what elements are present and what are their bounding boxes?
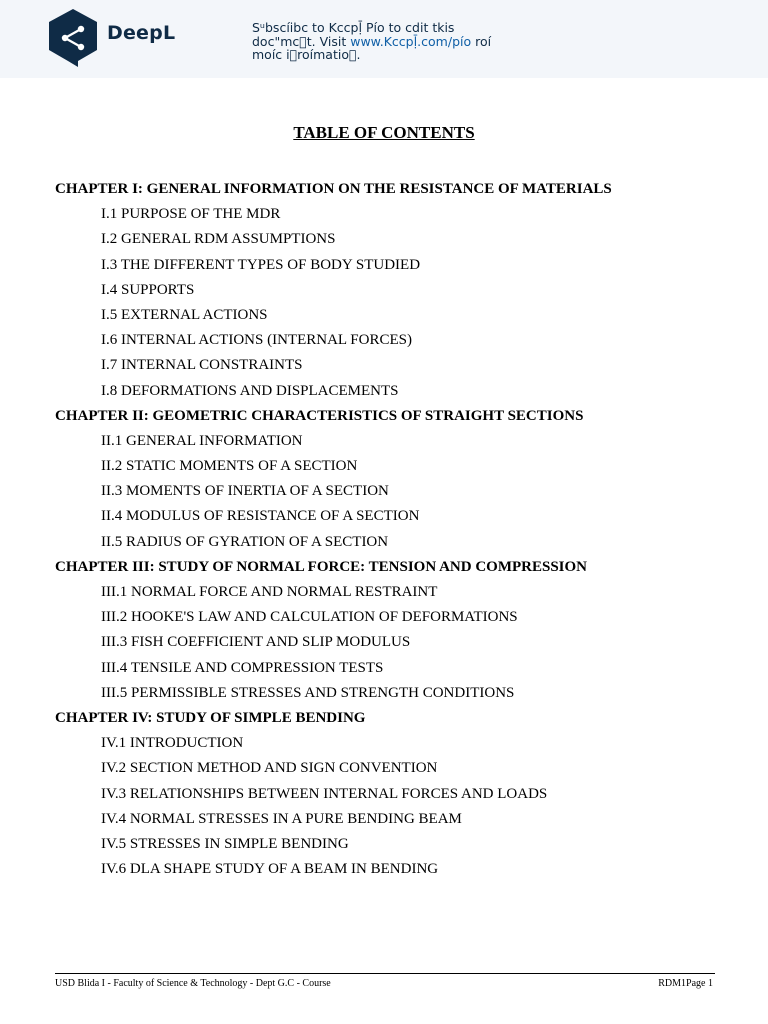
toc-section-entry: I.5 EXTERNAL ACTIONS xyxy=(101,306,268,323)
toc-section-entry: IV.5 STRESSES IN SIMPLE BENDING xyxy=(101,835,349,852)
toc-section-entry: I.2 GENERAL RDM ASSUMPTIONS xyxy=(101,231,336,248)
toc-section-entry: IV.6 DLA SHAPE STUDY OF A BEAM IN BENDING xyxy=(101,861,439,878)
toc-chapter-entry: CHAPTER II: GEOMETRIC CHARACTERISTICS OF STRAIGHT SECTIONS xyxy=(55,407,584,424)
promo-line-3: moíc i roímatio . xyxy=(252,47,361,62)
toc-section-entry: III.1 NORMAL FORCE AND NORMAL RESTRAINT xyxy=(101,584,438,600)
toc-section-entry: IV.1 INTRODUCTION xyxy=(101,735,244,752)
footer-divider xyxy=(55,973,715,974)
toc-chapter-entry: CHAPTER I: GENERAL INFORMATION ON THE RESISTANCE OF MATERIALS xyxy=(55,181,612,197)
toc-chapter-entry: CHAPTER III: STUDY OF NORMAL FORCE: TENSION AND COMPRESSION xyxy=(55,558,588,575)
toc-section-entry: IV.2 SECTION METHOD AND SIGN CONVENTION xyxy=(101,760,438,777)
promo-line-2-tail: roí xyxy=(471,33,492,49)
footer-course-info: USD Blida I - Faculty of Science & Technology - Dept G.C - Course xyxy=(55,978,331,989)
table-of-contents xyxy=(0,177,768,882)
toc-section-entry: I.3 THE DIFFERENT TYPES OF BODY STUDIED xyxy=(101,256,421,273)
toc-section-entry: III.5 PERMISSIBLE STRESSES AND STRENGTH CONDITIONS xyxy=(101,684,515,701)
toc-section-entry: II.1 GENERAL INFORMATION xyxy=(101,432,303,449)
toc-heading: TABLE OF CONTENTS xyxy=(293,123,475,142)
deepl-logo-icon[interactable] xyxy=(47,8,99,68)
toc-section-entry: II.3 MOMENTS OF INERTIA OF A SECTION xyxy=(101,483,389,500)
deepl-logo-text[interactable]: DeepL xyxy=(107,22,176,44)
toc-section-entry: I.8 DEFORMATIONS AND DISPLACEMENTS xyxy=(101,382,399,399)
toc-section-entry: IV.3 RELATIONSHIPS BETWEEN INTERNAL FORCES AND LOADS xyxy=(101,785,548,802)
promo-line-2 xyxy=(252,35,522,49)
promo-line-2-text: doc"mc t. Visit xyxy=(252,33,351,49)
toc-section-entry: I.7 INTERNAL CONSTRAINTS xyxy=(101,357,303,374)
toc-section-entry: III.2 HOOKE'S LAW AND CALCULATION OF DEFORMATIONS xyxy=(101,609,518,626)
deepl-promo-banner xyxy=(0,0,768,78)
toc-section-entry: I.6 INTERNAL ACTIONS (INTERNAL FORCES) xyxy=(101,332,412,349)
toc-section-entry: III.3 FISH COEFFICIENT AND SLIP MODULUS xyxy=(101,634,411,651)
toc-section-entry: II.2 STATIC MOMENTS OF A SECTION xyxy=(101,458,358,475)
footer-page-number: RDM1Page 1 xyxy=(658,978,713,989)
promo-line-1: Sᵘbscíibc to Kccpḹ Pío to cdit tkis xyxy=(252,20,455,35)
promo-link[interactable]: www.Kccpḹ.com/pío xyxy=(350,33,472,49)
toc-chapter-entry: CHAPTER IV: STUDY OF SIMPLE BENDING xyxy=(55,709,366,726)
toc-section-entry: IV.4 NORMAL STRESSES IN A PURE BENDING BEAM xyxy=(101,810,462,827)
toc-section-entry: II.4 MODULUS OF RESISTANCE OF A SECTION xyxy=(101,508,420,525)
toc-section-entry: I.1 PURPOSE OF THE MDR xyxy=(101,206,281,223)
toc-section-entry: I.4 SUPPORTS xyxy=(101,281,195,298)
toc-section-entry: II.5 RADIUS OF GYRATION OF A SECTION xyxy=(101,533,389,550)
promo-text xyxy=(252,21,522,62)
toc-section-entry: III.4 TENSILE AND COMPRESSION TESTS xyxy=(101,659,384,676)
